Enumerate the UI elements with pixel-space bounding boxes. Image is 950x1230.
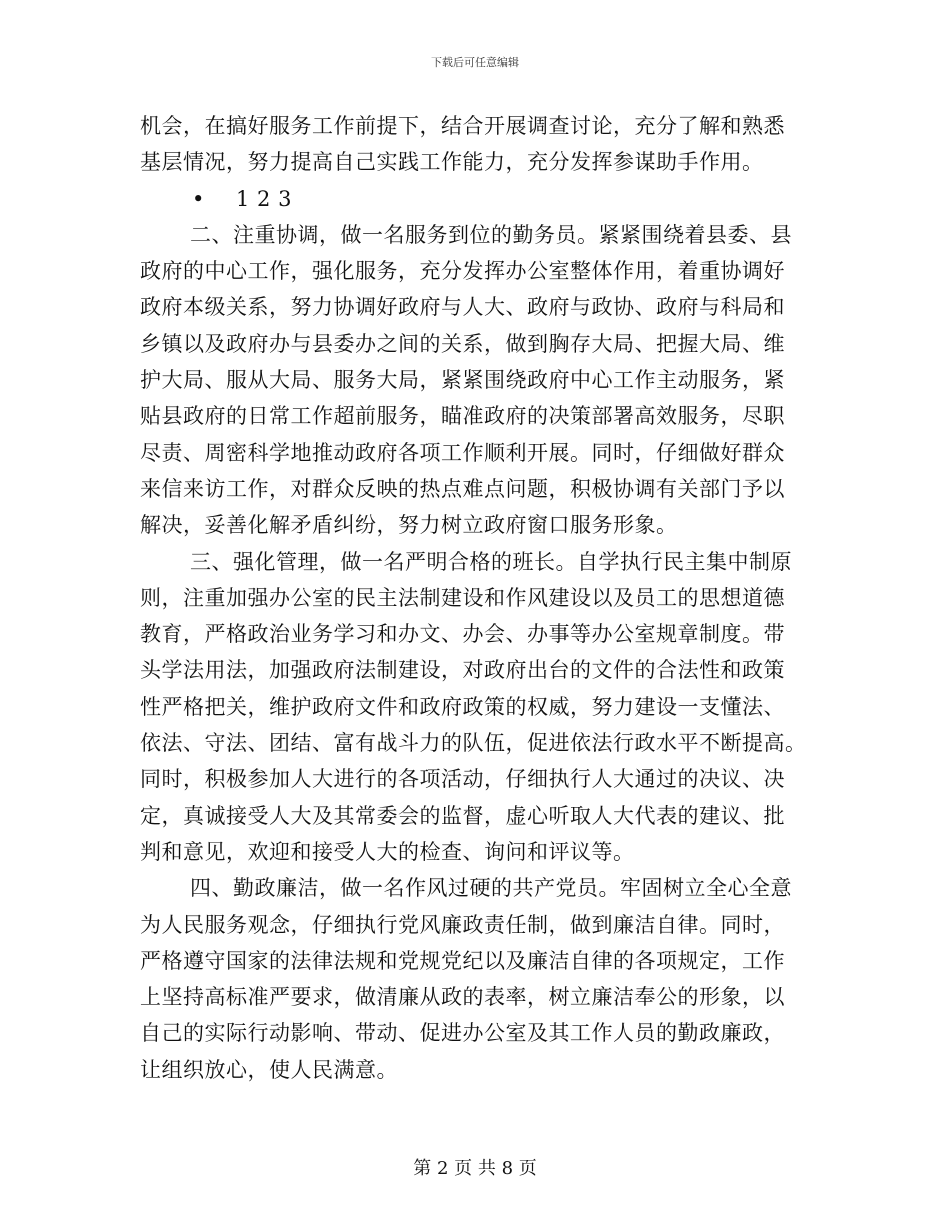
text-line: 判和意见，欢迎和接受人大的检查、询问和评议等。 xyxy=(140,839,635,864)
bullet-icon: • xyxy=(192,186,205,211)
text-line: 头学法用法，加强政府法制建设，对政府出台的文件的合法性和政策 xyxy=(140,658,785,683)
text-line: 自己的实际行动影响、带动、促进办公室及其工作人员的勤政廉政， xyxy=(140,1021,785,1046)
text-line: 机会，在搞好服务工作前提下，结合开展调查讨论，充分了解和熟悉 xyxy=(140,114,785,138)
text-line: 三、强化管理，做一名严明合格的班长。自学执行民主集中制原 xyxy=(190,549,792,574)
text-line: 依法、守法、团结、富有战斗力的队伍，促进依法行政水平不断提高。 xyxy=(140,731,807,756)
text-line: 乡镇以及政府办与县委办之间的关系，做到胸存大局、把握大局、维 xyxy=(140,331,785,356)
paragraph-2 xyxy=(140,217,860,544)
text-line: 性严格把关，维护政府文件和政府政策的权威，努力建设一支懂法、 xyxy=(140,694,785,719)
page-header: 下载后可任意编辑 xyxy=(431,56,519,69)
text-line: 尽责、周密科学地推动政府各项工作顺利开展。同时，仔细做好群众 xyxy=(140,440,785,465)
text-line: 教育，严格政治业务学习和办文、办会、办事等办公室规章制度。带 xyxy=(140,622,785,647)
text-line: 为人民服务观念，仔细执行党风廉政责任制，做到廉洁自律。同时， xyxy=(140,912,785,937)
paragraph-3 xyxy=(140,544,860,871)
text-line: 同时，积极参加人大进行的各项活动，仔细执行人大通过的决议、决 xyxy=(140,767,785,792)
bullet-line xyxy=(140,181,860,217)
text-line: 来信来访工作，对群众反映的热点难点问题，积极协调有关部门予以 xyxy=(140,476,785,501)
text-line: 贴县政府的日常工作超前服务，瞄准政府的决策部署高效服务，尽职 xyxy=(140,404,785,429)
text-line: 定，真诚接受人大及其常委会的监督，虚心听取人大代表的建议、批 xyxy=(140,803,785,828)
text-line: 则，注重加强办公室的民主法制建设和作风建设以及员工的思想道德 xyxy=(140,585,785,610)
page-footer: 第 2 页 共 8 页 xyxy=(413,1158,537,1179)
bullet-text: 1 2 3 xyxy=(236,186,292,211)
text-line: 让组织放心，使人民满意。 xyxy=(140,1057,398,1082)
document-body xyxy=(140,108,860,1088)
text-line: 解决，妥善化解矛盾纠纷，努力树立政府窗口服务形象。 xyxy=(140,513,678,538)
text-line: 政府的中心工作，强化服务，充分发挥办公室整体作用，着重协调好 xyxy=(140,259,785,284)
text-line: 政府本级关系，努力协调好政府与人大、政府与政协、政府与科局和 xyxy=(140,295,785,320)
paragraph-4 xyxy=(140,870,860,1088)
text-line: 基层情况，努力提高自己实践工作能力，充分发挥参谋助手作用。 xyxy=(140,150,764,175)
text-line: 上坚持高标准严要求，做清廉从政的表率，树立廉洁奉公的形象，以 xyxy=(140,985,785,1010)
text-line: 二、注重协调，做一名服务到位的勤务员。紧紧围绕着县委、县 xyxy=(190,222,792,247)
text-line: 四、勤政廉洁，做一名作风过硬的共产党员。牢固树立全心全意 xyxy=(190,876,792,901)
paragraph-1 xyxy=(140,108,860,181)
text-line: 严格遵守国家的法律法规和党规党纪以及廉洁自律的各项规定，工作 xyxy=(140,948,785,973)
text-line: 护大局、服从大局、服务大局，紧紧围绕政府中心工作主动服务，紧 xyxy=(140,368,785,393)
